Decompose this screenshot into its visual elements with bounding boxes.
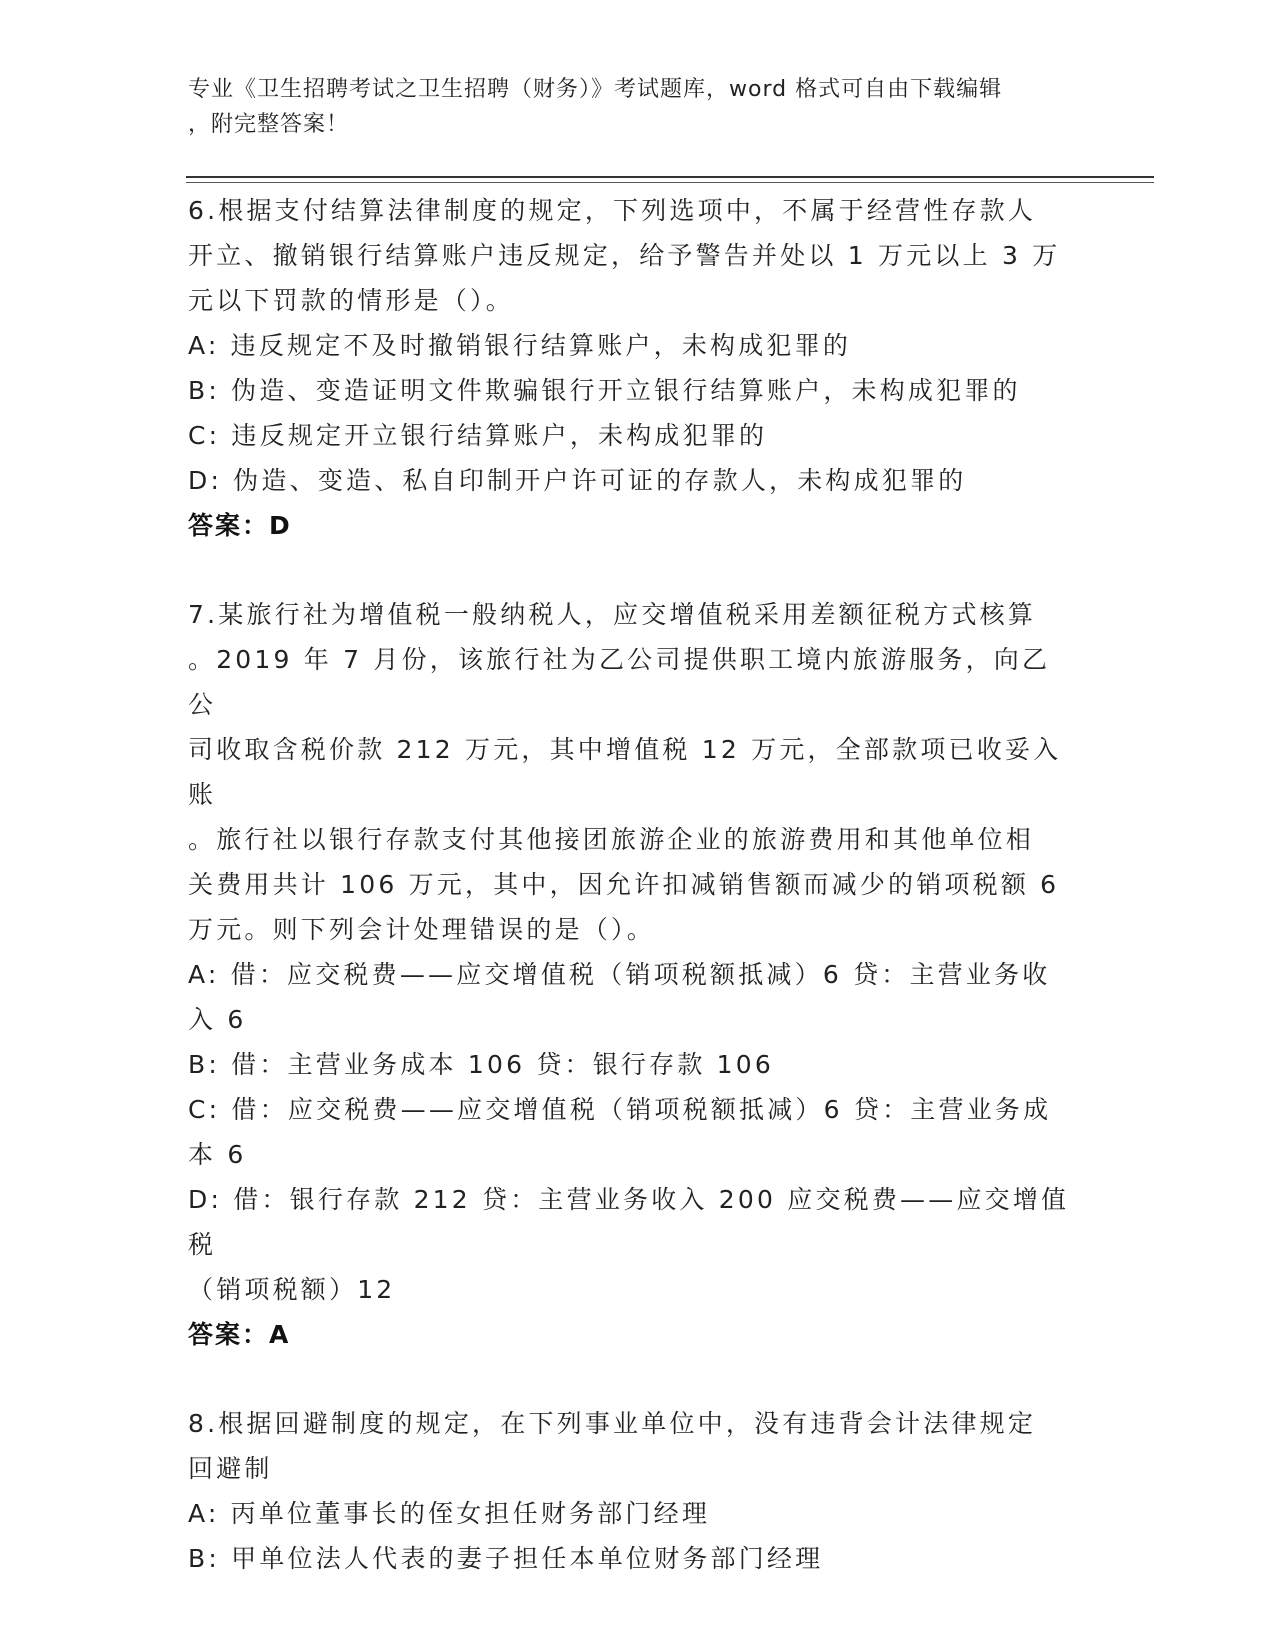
document-header (188, 72, 1068, 142)
question-stem-line: 8.根据回避制度的规定，在下列事业单位中，没有违背会计法律规定 (188, 1409, 1037, 1438)
option-b: B: 甲单位法人代表的妻子担任本单位财务部门经理 (188, 1544, 824, 1573)
question-7 (188, 592, 1078, 1357)
question-stem-line: 司收取含税价款 212 万元，其中增值税 12 万元，全部款项已收妥入账 (188, 735, 1062, 809)
option-a-continued: 入 6 (188, 1005, 247, 1034)
option-c: C: 借：应交税费——应交增值税（销项税额抵减）6 贷：主营业务成 (188, 1095, 1052, 1124)
question-stem-line: 开立、撤销银行结算账户违反规定，给予警告并处以 1 万元以上 3 万 (188, 241, 1061, 270)
question-stem-line: 7.某旅行社为增值税一般纳税人，应交增值税采用差额征税方式核算 (188, 600, 1037, 629)
option-a: A: 丙单位董事长的侄女担任财务部门经理 (188, 1499, 711, 1528)
header-divider-thin (186, 182, 1154, 183)
header-line-2: ，附完整答案！ (188, 112, 350, 137)
option-b: B: 借：主营业务成本 106 贷：银行存款 106 (188, 1050, 774, 1079)
question-stem-line: 关费用共计 106 万元，其中，因允许扣减销售额而减少的销项税额 6 (188, 870, 1060, 899)
answer-label: 答案：A (188, 1320, 291, 1349)
question-8 (188, 1401, 1078, 1581)
question-list (188, 188, 1078, 1581)
answer-label: 答案：D (188, 511, 292, 540)
header-line-1: 专业《卫生招聘考试之卫生招聘（财务）》考试题库，word 格式可自由下载编辑 (188, 77, 1003, 102)
option-d-continued: （销项税额）12 (188, 1275, 396, 1304)
question-6 (188, 188, 1078, 548)
header-divider (186, 176, 1154, 178)
option-d: D: 伪造、变造、私自印制开户许可证的存款人，未构成犯罪的 (188, 466, 967, 495)
option-d: D: 借：银行存款 212 贷：主营业务收入 200 应交税费——应交增值税 (188, 1185, 1070, 1259)
question-stem-line: 回避制 (188, 1454, 273, 1483)
option-a: A: 违反规定不及时撤销银行结算账户，未构成犯罪的 (188, 331, 852, 360)
question-stem-line: 元以下罚款的情形是（）。 (188, 286, 514, 315)
question-stem-line: 。旅行社以银行存款支付其他接团旅游企业的旅游费用和其他单位相 (188, 825, 1035, 854)
question-stem-line: 万元。则下列会计处理错误的是（）。 (188, 915, 655, 944)
question-stem-line: 6.根据支付结算法律制度的规定，下列选项中，不属于经营性存款人 (188, 196, 1037, 225)
option-b: B: 伪造、变造证明文件欺骗银行开立银行结算账户，未构成犯罪的 (188, 376, 1021, 405)
option-a: A: 借：应交税费——应交增值税（销项税额抵减）6 贷：主营业务收 (188, 960, 1051, 989)
option-c-continued: 本 6 (188, 1140, 247, 1169)
question-stem-line: 。2019 年 7 月份，该旅行社为乙公司提供职工境内旅游服务，向乙公 (188, 645, 1051, 719)
option-c: C: 违反规定开立银行结算账户，未构成犯罪的 (188, 421, 768, 450)
